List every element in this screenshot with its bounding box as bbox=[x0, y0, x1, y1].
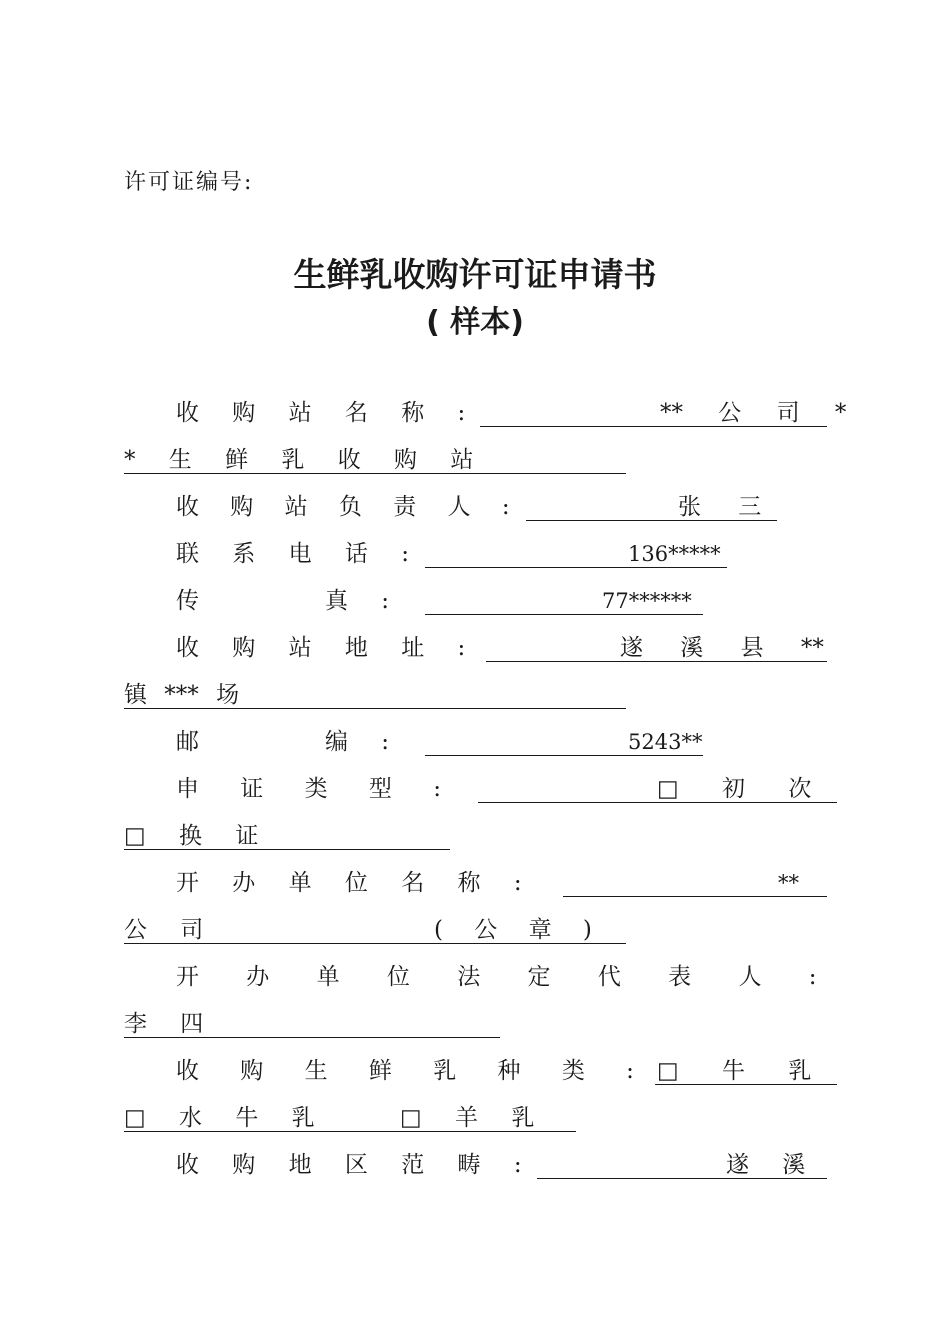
address-value-1[interactable]: 遂 溪 县 ** bbox=[620, 635, 824, 661]
region-label: 收 购 地 区 范 畴 : bbox=[176, 1152, 522, 1178]
license-number-label: 许可证编号: bbox=[124, 170, 254, 195]
milk-type-buffalo-option[interactable]: □ 水 牛 乳 bbox=[124, 1105, 315, 1131]
org-name-value-1[interactable]: ** bbox=[778, 871, 799, 895]
address-label: 收 购 站 地 址 : bbox=[176, 635, 466, 661]
org-name-label: 开 办 单 位 名 称 : bbox=[176, 870, 522, 896]
org-seal: ( 公 章 ) bbox=[434, 917, 592, 943]
manager-label: 收 购 站 负 责 人 : bbox=[176, 494, 510, 520]
address-underline-2 bbox=[124, 708, 626, 709]
document-subtitle: ( 样本) bbox=[426, 305, 524, 340]
cert-type-renewal-option[interactable]: □ 换 证 bbox=[124, 823, 259, 849]
manager-value[interactable]: 张 三 bbox=[678, 494, 762, 520]
region-value[interactable]: 遂 溪 bbox=[726, 1152, 806, 1178]
milk-types-underline-2 bbox=[124, 1131, 576, 1132]
station-name-underline-2 bbox=[124, 473, 626, 474]
milk-type-cow-option[interactable]: □ 牛 乳 bbox=[657, 1058, 812, 1084]
postcode-label-1: 邮 bbox=[176, 729, 199, 755]
cert-type-initial-option[interactable]: □ 初 次 bbox=[657, 776, 812, 802]
postcode-label-2: 编 : bbox=[325, 729, 390, 755]
phone-label: 联 系 电 话 : bbox=[176, 541, 409, 567]
fax-value[interactable]: 77****** bbox=[602, 589, 692, 613]
legal-rep-value[interactable]: 李 四 bbox=[124, 1011, 204, 1037]
postcode-value[interactable]: 5243** bbox=[628, 730, 703, 754]
org-name-value-2[interactable]: 公 司 bbox=[124, 917, 204, 943]
legal-rep-label: 开 办 单 位 法 定 代 表 人 : bbox=[176, 964, 817, 990]
fax-label-2: 真 : bbox=[325, 588, 390, 614]
cert-type-underline-2 bbox=[124, 849, 450, 850]
phone-value[interactable]: 136***** bbox=[628, 542, 721, 566]
station-name-label: 收 购 站 名 称 : bbox=[176, 400, 466, 426]
address-value-2[interactable]: 镇 *** 场 bbox=[124, 682, 240, 708]
fax-label-1: 传 bbox=[176, 588, 199, 614]
milk-type-goat-option[interactable]: □ 羊 乳 bbox=[400, 1105, 535, 1131]
legal-rep-underline bbox=[124, 1037, 500, 1038]
document-title: 生鲜乳收购许可证申请书 bbox=[293, 255, 657, 294]
station-name-value-2[interactable]: * 生 鲜 乳 收 购 站 bbox=[124, 447, 474, 473]
org-name-underline-2 bbox=[124, 943, 626, 944]
cert-type-label: 申 证 类 型 : bbox=[176, 776, 441, 802]
milk-types-label: 收 购 生 鲜 乳 种 类 : bbox=[176, 1058, 634, 1084]
station-name-value-1[interactable]: ** 公 司 * bbox=[660, 400, 847, 426]
